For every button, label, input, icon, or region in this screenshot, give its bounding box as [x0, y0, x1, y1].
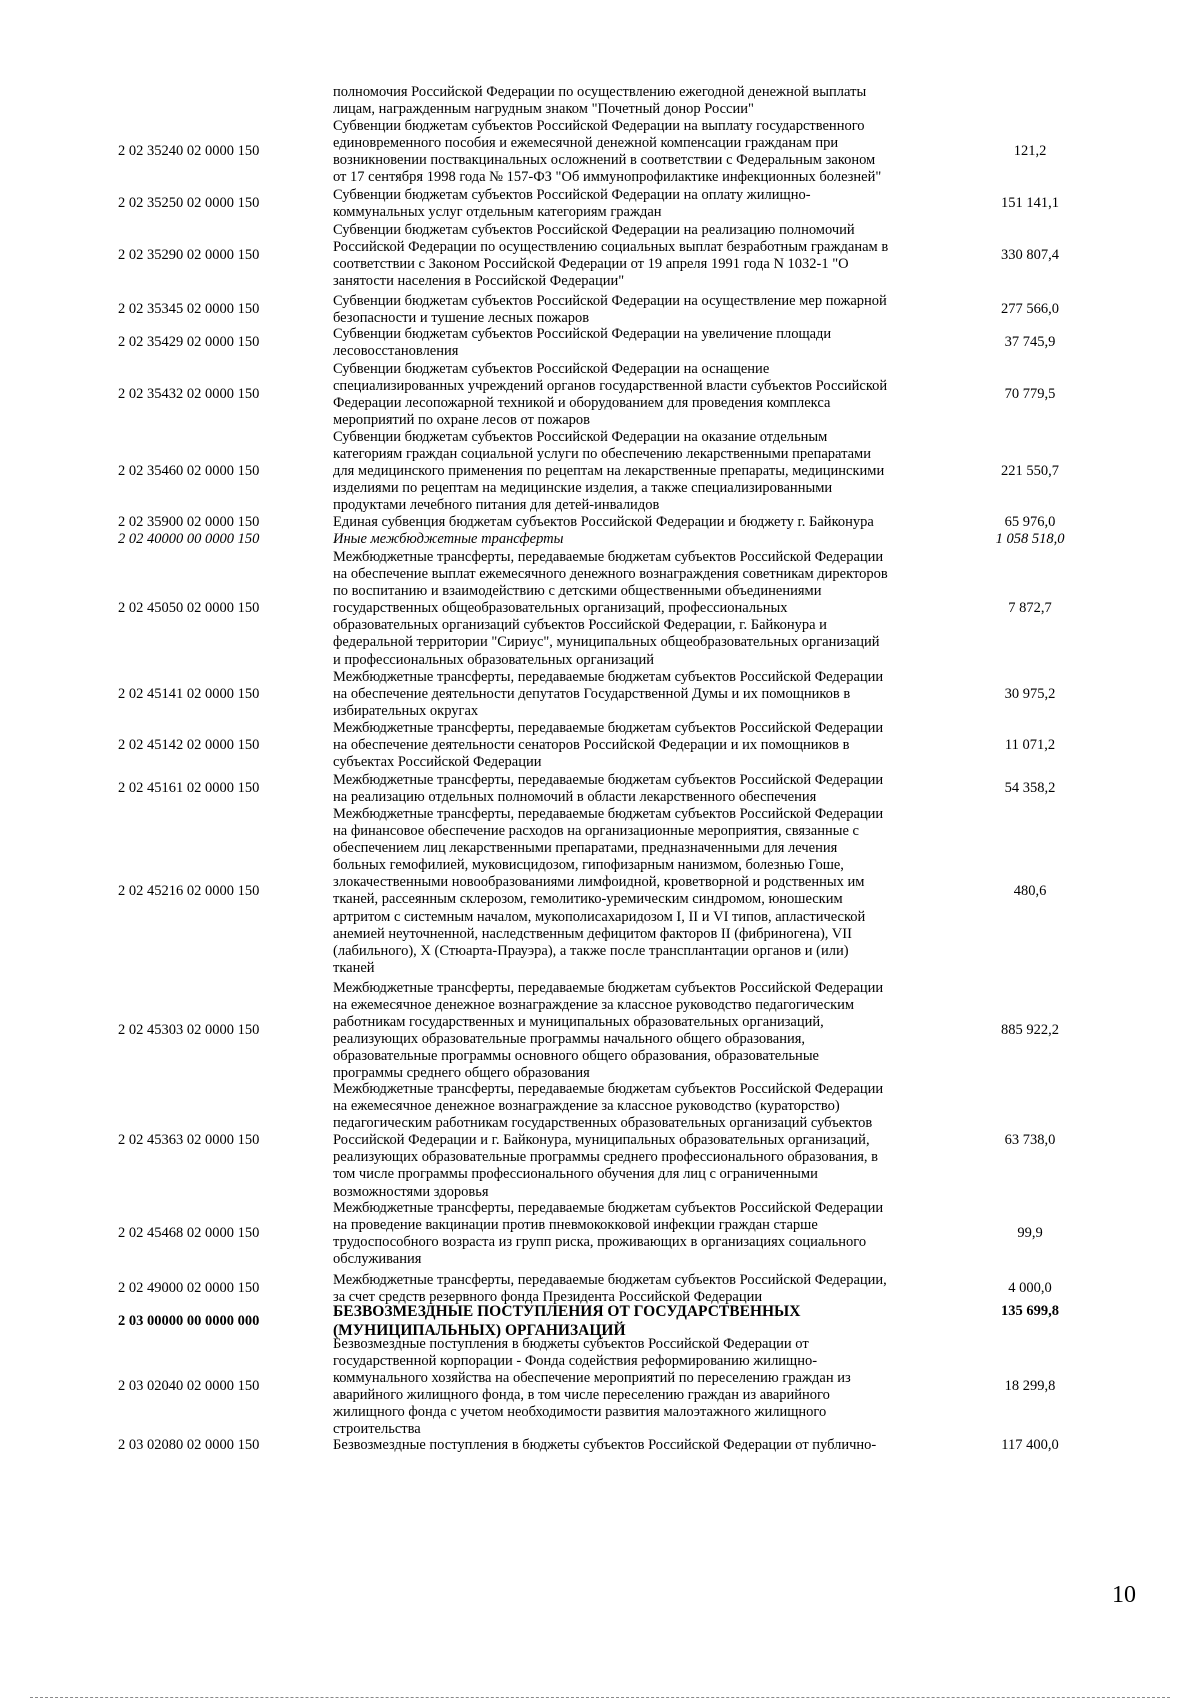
- description-line: на обеспечение деятельности депутатов Государственной Думы и их помощников в: [333, 686, 851, 703]
- row-description: [333, 531, 963, 548]
- description-line: на финансовое обеспечение расходов на организационные мероприятия, связанные с: [333, 823, 859, 840]
- budget-code: 2 03 00000 00 0000 000: [118, 1312, 260, 1329]
- row-description: [333, 1272, 963, 1306]
- description-line: за счет средств резервного фонда Президента Российской Федерации: [333, 1289, 763, 1306]
- amount-value: 480,6: [1013, 882, 1047, 899]
- description-line: коммунального хозяйства на обеспечение мероприятий по переселению граждан из: [333, 1370, 851, 1387]
- description-line: аварийного жилищного фонда, в том числе переселению граждан из аварийного: [333, 1387, 830, 1404]
- description-line: жилищного фонда с учетом необходимости развития малоэтажного жилищного: [333, 1404, 827, 1421]
- row-description: [333, 293, 963, 327]
- page-number: 10: [1112, 1582, 1136, 1608]
- description-line: полномочия Российской Федерации по осуществлению ежегодной денежной выплаты: [333, 84, 867, 100]
- description-line: злокачественными новообразованиями лимфоидной, кроветворной и родственных им: [333, 874, 865, 891]
- description-line: на реализацию отдельных полномочий в области лекарственного обеспечения: [333, 789, 817, 806]
- description-line: избирательных округах: [333, 703, 479, 720]
- amount-value: 63 738,0: [1004, 1131, 1056, 1148]
- description-line: возникновении поствакцинальных осложнений в соответствии с Федеральным законом: [333, 152, 876, 169]
- description-line: на обеспечение деятельности сенаторов Российской Федерации и их помощников в: [333, 737, 850, 754]
- description-line: педагогическим работникам государственных образовательных организаций субъектов: [333, 1115, 873, 1132]
- description-line: строительства: [333, 1421, 421, 1438]
- budget-code: 2 02 40000 00 0000 150: [118, 530, 260, 547]
- budget-code: 2 02 35900 02 0000 150: [118, 513, 260, 530]
- description-line: реализующих образовательные программы среднего профессионального образования, в: [333, 1149, 878, 1166]
- row-description: [333, 1200, 963, 1268]
- description-line: по воспитанию и взаимодействию с детскими общественными объединениями: [333, 583, 822, 600]
- description-line: образовательные программы основного общего образования, образовательные: [333, 1048, 819, 1065]
- description-line: анемией неуточненной, наследственным дефицитом факторов II (фибриногена), VII: [333, 925, 852, 942]
- description-line: на обеспечение выплат ежемесячного денежного вознаграждения советникам директоров: [333, 566, 888, 583]
- description-line: Единая субвенция бюджетам субъектов Российской Федерации и бюджету г. Байконура: [333, 514, 874, 530]
- description-line: на ежемесячное денежное вознаграждение за классное руководство (кураторство): [333, 1098, 840, 1115]
- description-line: возможностями здоровья: [333, 1183, 489, 1200]
- row-description: [333, 1081, 963, 1201]
- budget-code: 2 02 45050 02 0000 150: [118, 599, 260, 616]
- amount-value: 7 872,7: [1008, 599, 1052, 616]
- description-line: на ежемесячное денежное вознаграждение за классное руководство педагогическим: [333, 997, 855, 1014]
- description-line: безопасности и тушение лесных пожаров: [333, 310, 590, 327]
- amount-value: 121,2: [1013, 143, 1047, 160]
- description-line: Межбюджетные трансферты, передаваемые бюджетам субъектов Российской Федерации: [333, 549, 884, 565]
- budget-code: 2 02 45468 02 0000 150: [118, 1225, 260, 1242]
- description-line: на проведение вакцинации против пневмококковой инфекции граждан старше: [333, 1217, 818, 1234]
- description-line: Субвенции бюджетам субъектов Российской Федерации на увеличение площади: [333, 326, 832, 342]
- budget-code: 2 02 35429 02 0000 150: [118, 334, 260, 351]
- amount-value: 4 000,0: [1008, 1280, 1052, 1297]
- description-line: (лабильного), X (Стюарта-Прауэра), а также после трансплантации органов и (или): [333, 942, 849, 959]
- description-line: занятости населения в Российской Федерации": [333, 273, 625, 290]
- description-line: государственных общеобразовательных организаций, профессиональных: [333, 600, 788, 617]
- amount-value: 11 071,2: [1004, 736, 1056, 753]
- description-line: коммунальных услуг отдельным категориям граждан: [333, 204, 662, 221]
- description-line: продуктами лечебного питания для детей-инвалидов: [333, 497, 660, 514]
- description-line: Российской Федерации по осуществлению социальных выплат безработным гражданам в: [333, 239, 889, 256]
- description-line: Субвенции бюджетам субъектов Российской Федерации на оказание отдельным: [333, 429, 828, 445]
- description-line: федеральной территории "Сириус", муниципальных общеобразовательных организаций: [333, 634, 880, 651]
- description-line: Межбюджетные трансферты, передаваемые бюджетам субъектов Российской Федерации: [333, 806, 884, 822]
- budget-code: 2 02 35460 02 0000 150: [118, 462, 260, 479]
- description-line: Межбюджетные трансферты, передаваемые бюджетам субъектов Российской Федерации: [333, 1200, 884, 1216]
- amount-value: 885 922,2: [1001, 1022, 1059, 1039]
- amount-value: 54 358,2: [1004, 780, 1056, 797]
- amount-value: 1 058 518,0: [995, 530, 1065, 547]
- description-line: реализующих образовательные программы начального общего образования,: [333, 1031, 806, 1048]
- amount-value: 99,9: [1017, 1225, 1043, 1242]
- row-description: [333, 326, 963, 360]
- description-line: Субвенции бюджетам субъектов Российской Федерации на выплату государственного: [333, 118, 865, 134]
- amount-value: 135 699,8: [1001, 1303, 1059, 1319]
- description-line: Безвозмездные поступления в бюджеты субъектов Российской Федерации от публично-: [333, 1437, 877, 1453]
- description-line: Иные межбюджетные трансферты: [333, 531, 564, 547]
- budget-code: 2 02 45142 02 0000 150: [118, 736, 260, 753]
- description-line: мероприятий по охране лесов от пожаров: [333, 412, 590, 429]
- budget-code: 2 02 35432 02 0000 150: [118, 386, 260, 403]
- budget-code: 2 02 35250 02 0000 150: [118, 195, 260, 212]
- description-line: Межбюджетные трансферты, передаваемые бюджетам субъектов Российской Федерации: [333, 1081, 884, 1097]
- row-description: [333, 187, 963, 221]
- amount-value: 277 566,0: [1001, 301, 1059, 318]
- budget-code: 2 02 35345 02 0000 150: [118, 301, 260, 318]
- description-line: соответствии с Законом Российской Федерации от 19 апреля 1991 года N 1032-1 "О: [333, 256, 849, 273]
- budget-code: 2 02 45363 02 0000 150: [118, 1131, 260, 1148]
- amount-value: 65 976,0: [1004, 513, 1056, 530]
- budget-code: 2 02 45216 02 0000 150: [118, 882, 260, 899]
- amount-value: 18 299,8: [1004, 1378, 1056, 1395]
- amount-value: 70 779,5: [1004, 386, 1056, 403]
- description-line: Межбюджетные трансферты, передаваемые бюджетам субъектов Российской Федерации: [333, 669, 884, 685]
- budget-code: 2 03 02040 02 0000 150: [118, 1378, 260, 1395]
- description-line: Субвенции бюджетам субъектов Российской Федерации на реализацию полномочий: [333, 222, 855, 238]
- row-description: [333, 980, 963, 1083]
- description-line: тканей, рассеянным склерозом, гемолитико-уремическим синдромом, юношеским: [333, 891, 843, 908]
- budget-code: 2 02 35240 02 0000 150: [118, 143, 260, 160]
- budget-code: 2 03 02080 02 0000 150: [118, 1436, 260, 1453]
- description-line: обслуживания: [333, 1251, 422, 1268]
- description-line: артритом с системным началом, мукополисахаридозом I, II и VI типов, апластической: [333, 908, 866, 925]
- row-description: [333, 1437, 963, 1454]
- row-description: [333, 720, 963, 771]
- description-line: Межбюджетные трансферты, передаваемые бюджетам субъектов Российской Федерации: [333, 980, 884, 996]
- description-line: Межбюджетные трансферты, передаваемые бюджетам субъектов Российской Федерации,: [333, 1272, 887, 1288]
- description-line: обеспечением лиц лекарственными препаратами, предназначенными для лечения: [333, 840, 838, 857]
- description-line: том числе программы профессионального обучения для лиц с ограниченными: [333, 1166, 818, 1183]
- description-line: категориям граждан социальной услуги по обеспечению лекарственными препаратами: [333, 446, 871, 463]
- row-description: [333, 772, 963, 806]
- description-line: субъектах Российской Федерации: [333, 754, 542, 771]
- amount-value: 151 141,1: [1001, 195, 1059, 212]
- description-line: Межбюджетные трансферты, передаваемые бюджетам субъектов Российской Федерации: [333, 720, 884, 736]
- description-line: программы среднего общего образования: [333, 1065, 590, 1082]
- description-line: единовременного пособия и ежемесячной денежной компенсации гражданам при: [333, 135, 839, 152]
- row-description: [333, 1303, 963, 1340]
- amount-value: 37 745,9: [1004, 334, 1056, 351]
- description-line: работникам государственных и муниципальных образовательных организаций,: [333, 1014, 824, 1031]
- description-line: специализированных учреждений органов государственной власти субъектов Российской: [333, 378, 888, 395]
- description-line: Субвенции бюджетам субъектов Российской Федерации на оснащение: [333, 361, 770, 377]
- row-description: [333, 669, 963, 720]
- description-line: Субвенции бюджетам субъектов Российской Федерации на оплату жилищно-: [333, 187, 811, 203]
- description-line: лесовосстановления: [333, 343, 459, 360]
- row-description: [333, 806, 963, 977]
- description-line: трудоспособного возраста из групп риска, проживающих в организациях социального: [333, 1234, 867, 1251]
- description-line: изделиями по рецептам на медицинские изделия, а также специализированными: [333, 480, 833, 497]
- row-description: [333, 514, 963, 531]
- row-description: [333, 222, 963, 290]
- row-description: [333, 84, 963, 118]
- amount-value: 30 975,2: [1004, 685, 1056, 702]
- description-line: тканей: [333, 959, 375, 976]
- description-line: лицам, награжденным нагрудным знаком "Почетный донор России": [333, 101, 754, 118]
- description-line: Российской Федерации и г. Байконура, муниципальных образовательных организаций,: [333, 1132, 870, 1149]
- description-line: БЕЗВОЗМЕЗДНЫЕ ПОСТУПЛЕНИЯ ОТ ГОСУДАРСТВЕННЫХ: [333, 1303, 801, 1320]
- description-line: Безвозмездные поступления в бюджеты субъектов Российской Федерации от: [333, 1336, 809, 1352]
- description-line: Федерации лесопожарной техникой и оборудованием для проведения комплекса: [333, 395, 831, 412]
- amount-value: 117 400,0: [1001, 1436, 1059, 1453]
- row-description: [333, 361, 963, 429]
- description-line: для медицинского применения по рецептам на лекарственные препараты, медицинскими: [333, 463, 885, 480]
- row-description: [333, 429, 963, 514]
- description-line: образовательных организаций субъектов Российской Федерации, г. Байконура и: [333, 617, 827, 634]
- amount-value: 330 807,4: [1001, 247, 1059, 264]
- description-line: больных гемофилией, муковисцидозом, гипофизарным нанизмом, болезнью Гоше,: [333, 857, 844, 874]
- description-line: Субвенции бюджетам субъектов Российской Федерации на осуществление мер пожарной: [333, 293, 887, 309]
- budget-code: 2 02 45161 02 0000 150: [118, 780, 260, 797]
- amount-value: 221 550,7: [1001, 462, 1059, 479]
- row-description: [333, 118, 963, 186]
- description-line: от 17 сентября 1998 года № 157-ФЗ "Об иммунопрофилактике инфекционных болезней": [333, 169, 882, 186]
- row-description: [333, 549, 963, 669]
- budget-code: 2 02 45303 02 0000 150: [118, 1022, 260, 1039]
- description-line: и профессиональных образовательных организаций: [333, 651, 655, 668]
- budget-code: 2 02 49000 02 0000 150: [118, 1280, 260, 1297]
- budget-code: 2 02 45141 02 0000 150: [118, 685, 260, 702]
- description-line: (МУНИЦИПАЛЬНЫХ) ОРГАНИЗАЦИЙ: [333, 1321, 626, 1339]
- description-line: Межбюджетные трансферты, передаваемые бюджетам субъектов Российской Федерации: [333, 772, 884, 788]
- page-edge-line: [30, 1697, 1170, 1698]
- row-description: [333, 1336, 963, 1439]
- description-line: государственной корпорации - Фонда содействия реформированию жилищно-: [333, 1353, 818, 1370]
- budget-code: 2 02 35290 02 0000 150: [118, 247, 260, 264]
